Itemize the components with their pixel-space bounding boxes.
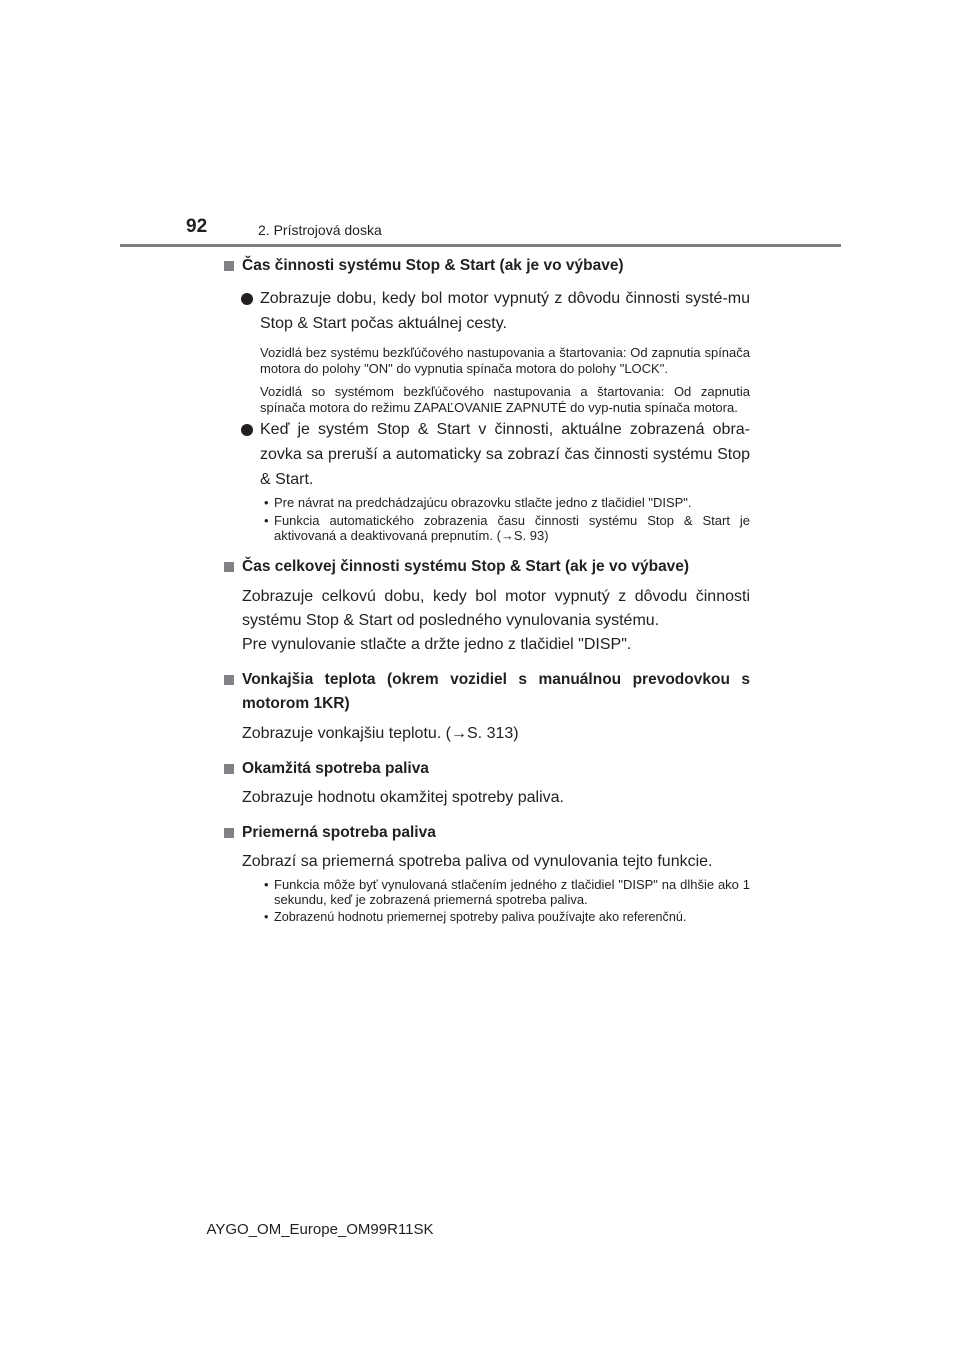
paragraph-text: Zobrazuje celkovú dobu, kedy bol motor vypnutý z dôvodu činnosti systému Stop & Start od posledného vynulovania systému. xyxy=(242,587,750,629)
sub-bullet-item xyxy=(222,877,750,908)
square-bullet-icon xyxy=(224,261,234,271)
small-dot-icon: • xyxy=(264,876,269,892)
round-bullet-icon xyxy=(241,424,253,436)
section-heading-total-stop-start-time xyxy=(222,555,750,579)
section-heading-stop-start-time xyxy=(222,254,750,278)
sub-bullet-item xyxy=(222,495,750,511)
paragraph-text: Pre vynulovanie stlačte a držte jedno z tlačidiel "DISP". xyxy=(242,635,632,653)
small-dot-icon: • xyxy=(264,512,269,528)
sub-bullet-text: Zobrazenú hodnotu priemernej spotreby paliva používajte ako referenčnú. xyxy=(274,909,687,924)
page-number: 92 xyxy=(186,216,208,237)
header-rule xyxy=(120,244,841,247)
section-heading-text: Čas celkovej činnosti systému Stop & Start (ak je vo výbave) xyxy=(242,557,690,575)
square-bullet-icon xyxy=(224,562,234,572)
square-bullet-icon xyxy=(224,828,234,838)
sub-bullet-text: Funkcia môže byť vynulovaná stlačením jedného z tlačidiel "DISP" na dlhšie ako 1 sekundu, keď je zobrazená priemerná spotreba paliva. xyxy=(274,876,750,907)
square-bullet-icon xyxy=(224,675,234,685)
document-code: AYGO_OM_Europe_OM99R11SK xyxy=(206,1221,434,1238)
paragraph-text: Zobrazí sa priemerná spotreba paliva od vynulovania tejto funkcie. xyxy=(242,852,713,870)
square-bullet-icon xyxy=(224,764,234,774)
note-text: Vozidlá so systémom bezkľúčového nastupovania a štartovania: Od zapnutia spínača motora do režimu ZAPAĽOVANIE ZAPNUTÉ do vyp-nutia spínača motora. xyxy=(260,384,750,415)
small-dot-icon: • xyxy=(264,495,269,510)
sub-bullet-item xyxy=(222,910,750,926)
sub-bullet-item xyxy=(222,513,750,544)
round-bullet-icon xyxy=(241,293,253,305)
bullet-text: Keď je systém Stop & Start v činnosti, aktuálne zobrazená obra-zovka sa preruší a automaticky sa zobrazí čas činnosti systému Stop & Start. xyxy=(260,421,750,488)
section-heading-text: Okamžitá spotreba paliva xyxy=(242,759,429,777)
paragraph-text: Zobrazuje vonkajšiu teplotu. (→S. 313) xyxy=(242,724,519,742)
paragraph-text: Zobrazuje hodnotu okamžitej spotreby paliva. xyxy=(242,788,564,806)
chapter-title: 2. Prístrojová doska xyxy=(258,222,382,238)
bullet-text: Zobrazuje dobu, kedy bol motor vypnutý z dôvodu činnosti systé-mu Stop & Start počas aktuálnej cesty. xyxy=(260,290,750,332)
sub-bullet-text: Funkcia automatického zobrazenia času činnosti systému Stop & Start je aktivovaná a deaktivovaná prepnutím. (→S. 93) xyxy=(274,512,750,543)
note-text: Vozidlá bez systému bezkľúčového nastupovania a štartovania: Od zapnutia spínača motora do polohy "ON" do vypnutia spínača motora do polohy "LOCK". xyxy=(260,345,750,376)
bullet-item xyxy=(222,286,750,336)
section-heading-outside-temperature xyxy=(222,668,750,716)
section-heading-text: Čas činnosti systému Stop & Start (ak je vo výbave) xyxy=(242,257,624,274)
page-content xyxy=(222,254,750,925)
section-heading-average-fuel-consumption xyxy=(222,821,750,845)
bullet-item xyxy=(222,417,750,492)
section-heading-current-fuel-consumption xyxy=(222,757,750,781)
small-dot-icon: • xyxy=(264,909,269,924)
section-heading-text: Vonkajšia teplota (okrem vozidiel s manuálnou prevodovkou s motorom 1KR) xyxy=(242,670,750,712)
section-heading-text: Priemerná spotreba paliva xyxy=(242,823,436,841)
sub-bullet-text: Pre návrat na predchádzajúcu obrazovku stlačte jedno z tlačidiel "DISP". xyxy=(274,495,692,510)
